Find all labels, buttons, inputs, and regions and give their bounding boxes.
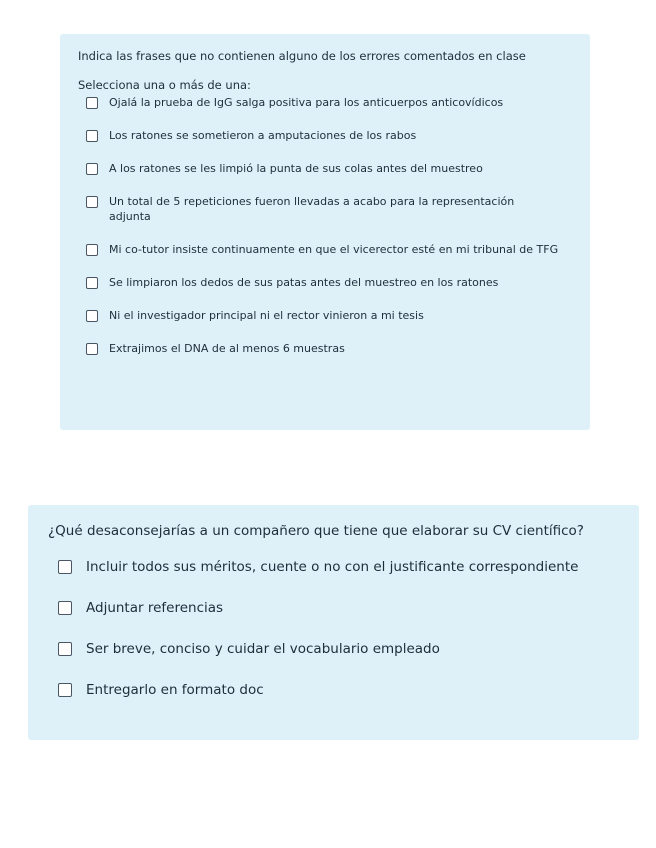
option-label: A los ratones se les limpió la punta de sus colas antes del muestreo	[109, 162, 483, 175]
question-2-card	[28, 505, 639, 740]
option-label: Un total de 5 repeticiones fueron llevadas a acabo para la representación adjunta	[109, 195, 515, 223]
option-label: Entregarlo en formato doc	[86, 682, 264, 698]
question-2-option[interactable]	[48, 558, 621, 576]
checkbox[interactable]	[86, 196, 98, 208]
checkbox[interactable]	[86, 97, 98, 109]
option-label: Extrajimos el DNA de al menos 6 muestras	[109, 342, 345, 355]
checkbox[interactable]	[86, 310, 98, 322]
option-label: Adjuntar referencias	[86, 600, 224, 616]
checkbox[interactable]	[58, 560, 72, 574]
question-1-option[interactable]	[78, 161, 572, 176]
option-label: Mi co-tutor insiste continuamente en que el vicerector esté en mi tribunal de TFG	[109, 243, 559, 256]
checkbox[interactable]	[58, 683, 72, 697]
checkbox[interactable]	[58, 601, 72, 615]
checkbox[interactable]	[86, 130, 98, 142]
option-label: Incluir todos sus méritos, cuente o no con el justificante correspondiente	[86, 559, 579, 575]
question-1-instruction: Selecciona una o más de una:	[78, 78, 251, 92]
question-2-option[interactable]	[48, 599, 621, 617]
question-2-option[interactable]	[48, 640, 621, 658]
question-1-option[interactable]	[78, 242, 572, 257]
checkbox[interactable]	[86, 163, 98, 175]
question-1-option[interactable]	[78, 308, 572, 323]
checkbox[interactable]	[86, 244, 98, 256]
checkbox[interactable]	[58, 642, 72, 656]
question-1-option[interactable]	[78, 275, 572, 290]
question-2-prompt: ¿Qué desaconsejarías a un compañero que tiene que elaborar su CV científico?	[48, 523, 584, 539]
question-1-card	[60, 34, 590, 430]
checkbox[interactable]	[86, 343, 98, 355]
option-label: Ser breve, conciso y cuidar el vocabulario empleado	[86, 641, 440, 657]
question-2-option[interactable]	[48, 681, 621, 699]
question-1-option[interactable]	[78, 341, 572, 356]
option-label: Los ratones se sometieron a amputaciones de los rabos	[109, 129, 417, 142]
checkbox[interactable]	[86, 277, 98, 289]
question-2-options	[48, 558, 621, 699]
option-label: Se limpiaron los dedos de sus patas antes del muestreo en los ratones	[109, 276, 499, 289]
option-label: Ojalá la prueba de IgG salga positiva para los anticuerpos anticovídicos	[109, 96, 504, 109]
question-1-option[interactable]	[78, 194, 572, 224]
option-label: Ni el investigador principal ni el rector vinieron a mi tesis	[109, 309, 424, 322]
question-1-prompt: Indica las frases que no contienen alguno de los errores comentados en clase	[78, 49, 526, 63]
question-1-option[interactable]	[78, 95, 572, 110]
question-1-options	[78, 95, 572, 356]
question-1-option[interactable]	[78, 128, 572, 143]
